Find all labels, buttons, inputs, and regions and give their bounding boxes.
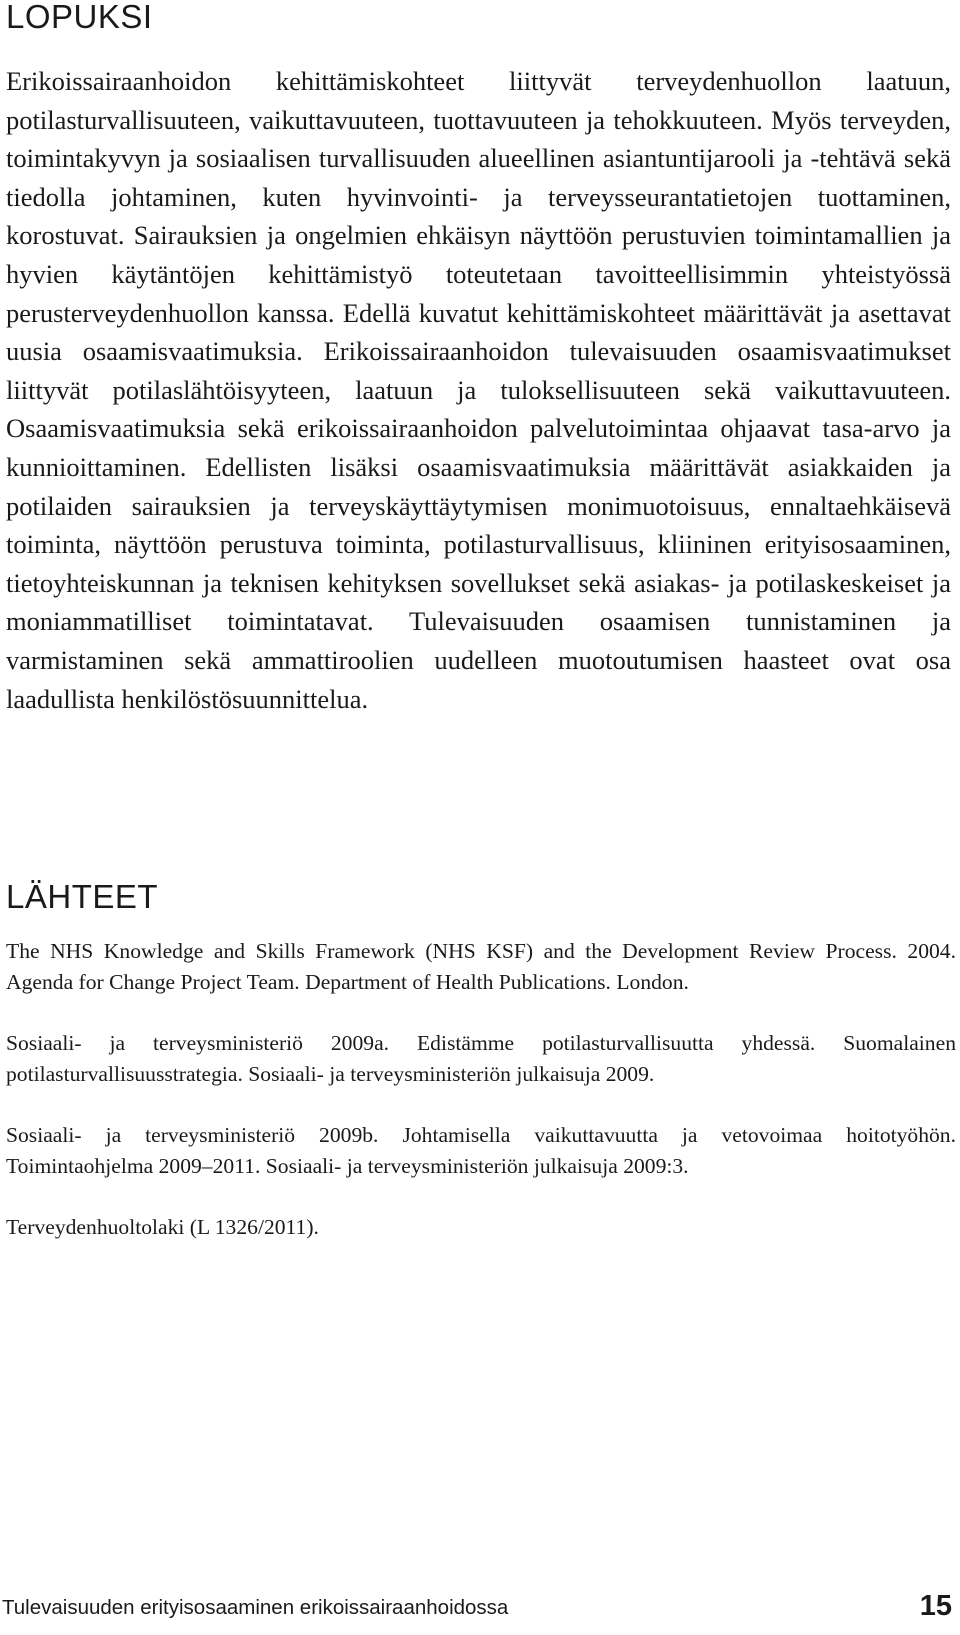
page-footer	[0, 1590, 960, 1624]
section-heading-lopuksi: LOPUKSI	[6, 0, 153, 35]
section-heading-lahteet: LÄHTEET	[6, 878, 159, 915]
footer-title: Tulevaisuuden erityisosaaminen erikoissairaanhoidossa	[2, 1596, 509, 1619]
reference-list	[6, 936, 956, 1273]
reference-item: Terveydenhuoltolaki (L 1326/2011).	[6, 1215, 319, 1239]
conclusion-paragraph: Erikoissairaanhoidon kehittämiskohteet liittyvät terveydenhuollon laatuun, potilasturvallisuuteen, vaikuttavuuteen, tuottavuuteen ja tehokkuuteen. Myös terveyden, toimintakyvyn ja sosiaalisen turvallisuuden alueellinen asiantuntijarooli ja -tehtävä sekä tiedolla johtaminen, kuten hyvinvointi- ja terveysseurantatietojen tuottaminen, korostuvat. Sairauksien ja ongelmien ehkäisyn näyttöön perustuvien toimintamallien ja hyvien käytäntöjen kehittämistyö toteutetaan tavoitteellisimmin yhteistyössä perusterveydenhuollon kanssa. Edellä kuvatut kehittämiskohteet määrittävät ja asettavat uusia osaamisvaatimuksia. Erikoissairaanhoidon tulevaisuuden osaamisvaatimukset liittyvät potilaslähtöisyyteen, laatuun ja tuloksellisuuteen sekä vaikuttavuuteen. Osaamisvaatimuksia sekä erikoissairaanhoidon palvelutoimintaa ohjaavat tasa-arvo ja kunnioittaminen. Edellisten lisäksi osaamisvaatimuksia määrittävät asiakkaiden ja potilaiden sairauksien ja terveyskäyttäytymisen monimuotoisuus, ennaltaehkäisevä toiminta, näyttöön perustuva toiminta, potilasturvallisuus, kliininen erityisosaaminen, tietoyhteiskunnan ja teknisen kehityksen sovellukset sekä asiakas- ja potilaskeskeiset ja moniammatilliset toimintatavat. Tulevaisuuden osaamisen tunnistaminen ja varmistaminen sekä ammattiroolien uudelleen muotoutumisen haasteet ovat osa laadullista henkilöstösuunnittelua.	[6, 66, 951, 714]
page-number: 15	[919, 1590, 952, 1622]
reference-item: Sosiaali- ja terveysministeriö 2009a. Edistämme potilasturvallisuutta yhdessä. Suomalainen potilasturvallisuusstrategia. Sosiaali- ja terveysministeriön julkaisuja 2009.	[6, 1031, 956, 1086]
reference-item: Sosiaali- ja terveysministeriö 2009b. Johtamisella vaikuttavuutta ja vetovoimaa hoitotyöhön. Toimintaohjelma 2009–2011. Sosiaali- ja terveysministeriön julkaisuja 2009:3.	[6, 1123, 956, 1178]
reference-item: The NHS Knowledge and Skills Framework (NHS KSF) and the Development Review Process. 2004. Agenda for Change Project Team. Department of Health Publications. London.	[6, 939, 956, 994]
